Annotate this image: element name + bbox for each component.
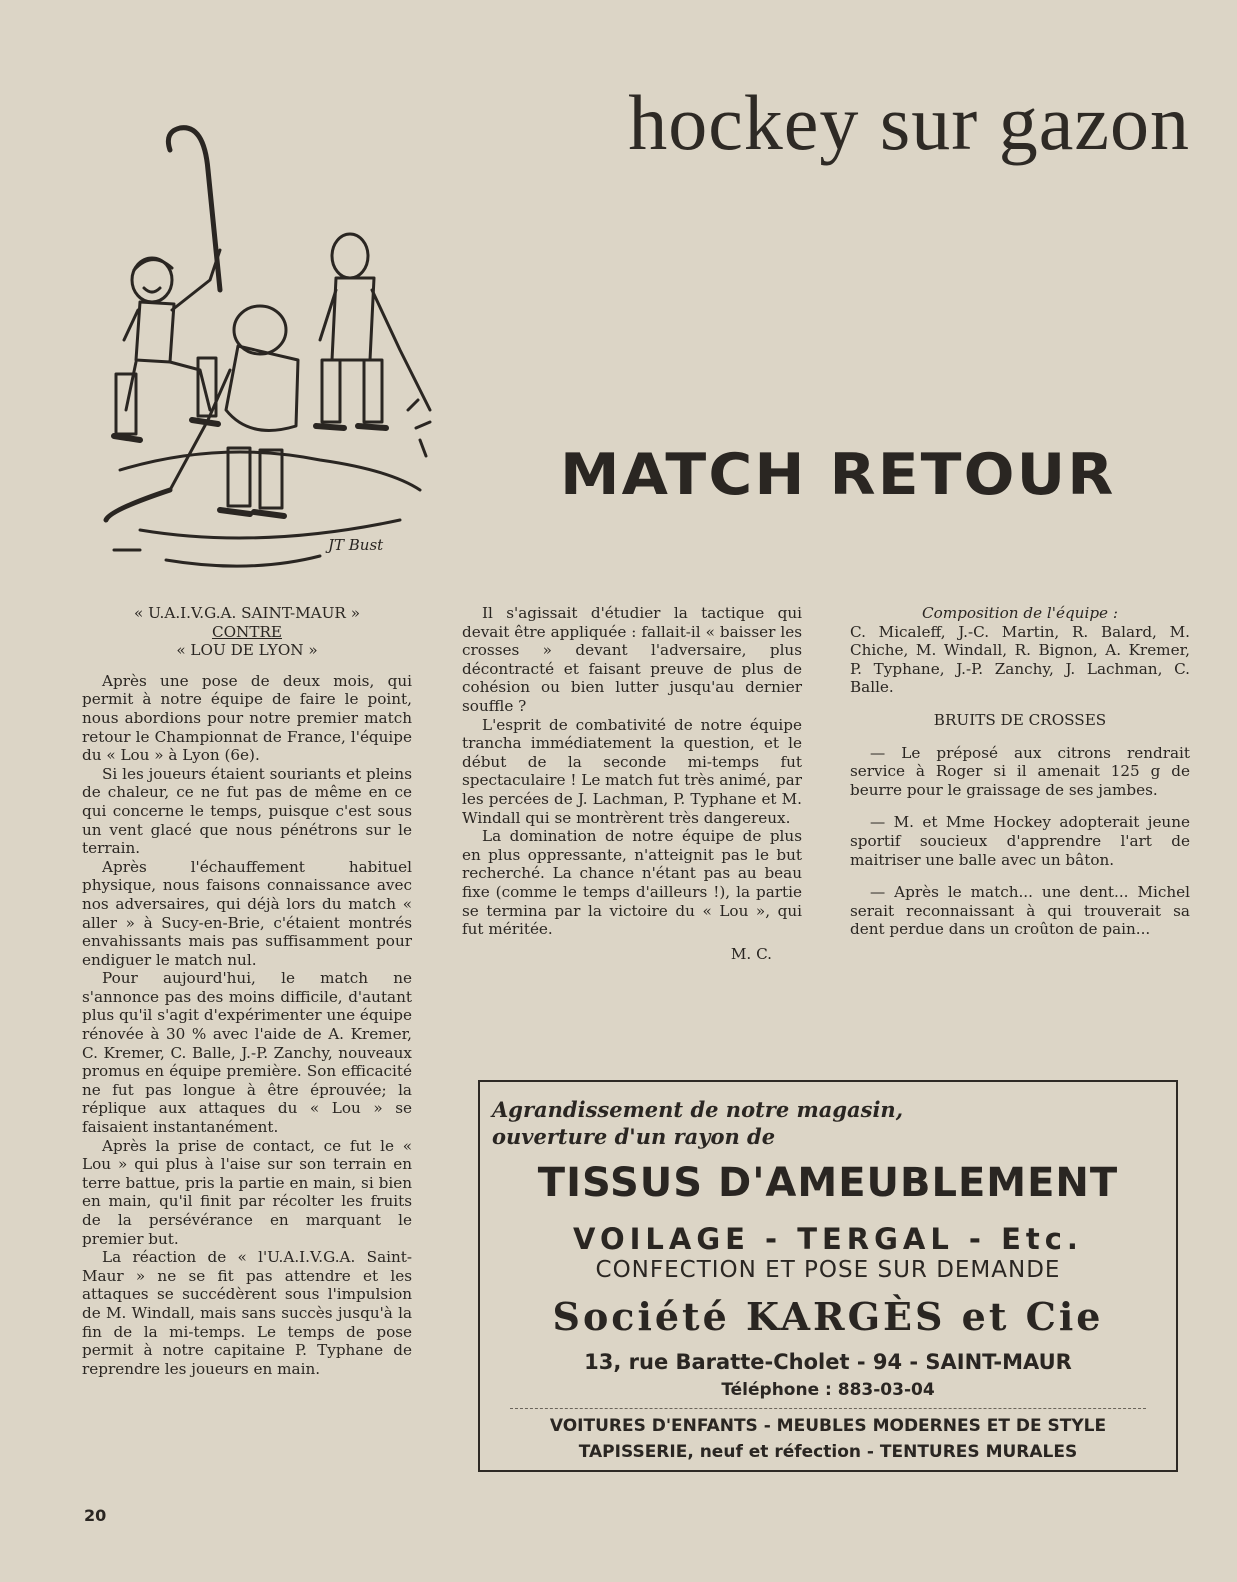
- ad-address: 13, rue Baratte-Cholet - 94 - SAINT-MAUR: [584, 1350, 1072, 1374]
- bruits-title: BRUITS DE CROSSES: [933, 710, 1107, 729]
- headline: MATCH RETOUR: [560, 442, 1116, 508]
- article-column-2: [462, 604, 802, 963]
- ad-service: CONFECTION ET POSE SUR DEMANDE: [595, 1257, 1061, 1283]
- paragraph: La domination de notre équipe de plus en plus oppressante, n'atteignit pas le but recherché. La chance n'étant pas au beau fixe (comme le temps d'ailleurs !), la partie se termina par la victoire du « Lou », qui fut méritée.: [462, 827, 802, 939]
- page-title: hockey sur gazon: [628, 79, 1190, 166]
- ad-footer-line: VOITURES D'ENFANTS - MEUBLES MODERNES ET DE STYLE: [549, 1416, 1107, 1436]
- match-heading: [82, 604, 412, 660]
- paragraph: Il s'agissait d'étudier la tactique qui devait être appliquée : fallait-il « baisser les crosses » devant l'adversaire, plus décontracté et faisant preuve de plus de cohésion ou bien lutter jusqu'au dernier souffle ?: [462, 604, 802, 715]
- paragraph: L'esprit de combativité de notre équipe trancha immédiatement la question, et le début de la seconde mi-temps fut spectaculaire ! Le match fut très animé, par les percées de J. Lachman, P. Typhane et M. Windall qui se montrèrent très dangereux.: [462, 715, 802, 827]
- match-heading-line: CONTRE: [211, 622, 282, 641]
- composition-title: Composition de l'équipe :: [922, 604, 1118, 622]
- ad-company-name: Société KARGÈS et Cie: [552, 1294, 1104, 1339]
- paragraph: La réaction de « l'U.A.I.V.G.A. Saint-Maur » ne se fit pas attendre et les attaques se succédèrent sous l'impulsion de M. Windall, mais sans succès jusqu'à la fin de la mi-temps. Le temps de pose permit à notre capitaine P. Typhane de reprendre les joueurs en main.: [82, 1248, 412, 1378]
- ad-intro-line: Agrandissement de notre magasin,: [492, 1097, 904, 1122]
- bruit-item: — Le préposé aux citrons rendrait service à Roger si il amenait 125 g de beurre pour le graissage de ses jambes.: [850, 743, 1190, 799]
- ad-main-title: TISSUS D'AMEUBLEMENT: [537, 1160, 1119, 1206]
- ad-phone: Téléphone : 883-03-04: [721, 1380, 935, 1400]
- page-number: 20: [84, 1506, 107, 1525]
- paragraph: Après une pose de deux mois, qui permit à notre équipe de faire le point, nous abordions pour notre premier match retour le Championnat de France, l'équipe du « Lou » à Lyon (6e).: [82, 671, 412, 765]
- article-column-3: [850, 604, 1190, 939]
- match-heading-line: « LOU DE LYON »: [176, 641, 318, 660]
- advertisement-box: [478, 1080, 1178, 1472]
- author-signature: M. C.: [730, 944, 772, 963]
- ad-intro-line: ouverture d'un rayon de: [492, 1124, 776, 1149]
- article-column-1: [82, 604, 412, 1378]
- hockey-players-illustration: [100, 110, 440, 575]
- paragraph: Après l'échauffement habituel physique, nous faisons connaissance avec nos adversaires, qui déjà lors du match « aller » à Sucy-en-Brie, c'étaient montrés envahissants mais pas suffisamment pour endiguer le match nul.: [82, 857, 412, 969]
- ad-divider: [510, 1408, 1146, 1409]
- bruit-item: — M. et Mme Hockey adopterait jeune sportif soucieux d'apprendre l'art de maitriser une balle avec un bâton.: [850, 813, 1190, 869]
- ad-intro: [492, 1096, 903, 1150]
- bruit-item: — Après le match... une dent... Michel serait reconnaissant à qui trouverait sa dent perdue dans un croûton de pain...: [850, 883, 1190, 939]
- paragraph: Si les joueurs étaient souriants et pleins de chaleur, ce ne fut pas de même en ce qui concerne le temps, puisque c'est sous un vent glacé que nous pénétrons sur le terrain.: [82, 764, 412, 858]
- match-heading-line: « U.A.I.V.G.A. SAINT-MAUR »: [134, 604, 360, 622]
- paragraph: Après la prise de contact, ce fut le « Lou » qui plus à l'aise sur son terrain en terre battue, pris la partie en main, si bien en main, qu'il finit par récolter les fruits de la persévérance en marquant le premier but.: [82, 1136, 412, 1248]
- ad-products: VOILAGE - TERGAL - Etc.: [573, 1222, 1083, 1256]
- paragraph: Pour aujourd'hui, le match ne s'annonce pas des moins difficile, d'autant plus qu'il s'agit d'expérimenter une équipe rénovée à 30 % avec l'aide de A. Kremer, C. Kremer, C. Balle, J.-P. Zanchy, nouveaux promus en équipe première. Son efficacité ne fut pas longue à être éprouvée; la réplique aux attaques du « Lou » se faisaient instantanément.: [82, 969, 412, 1137]
- ad-footer-line: TAPISSERIE, neuf et réfection - TENTURES MURALES: [578, 1442, 1078, 1462]
- team-composition: C. Micaleff, J.-C. Martin, R. Balard, M. Chiche, M. Windall, R. Bignon, A. Kremer, P. Typhane, J.-P. Zanchy, J. Lachman, C. Balle.: [850, 622, 1190, 697]
- illustration-signature: JT Bust: [328, 536, 384, 554]
